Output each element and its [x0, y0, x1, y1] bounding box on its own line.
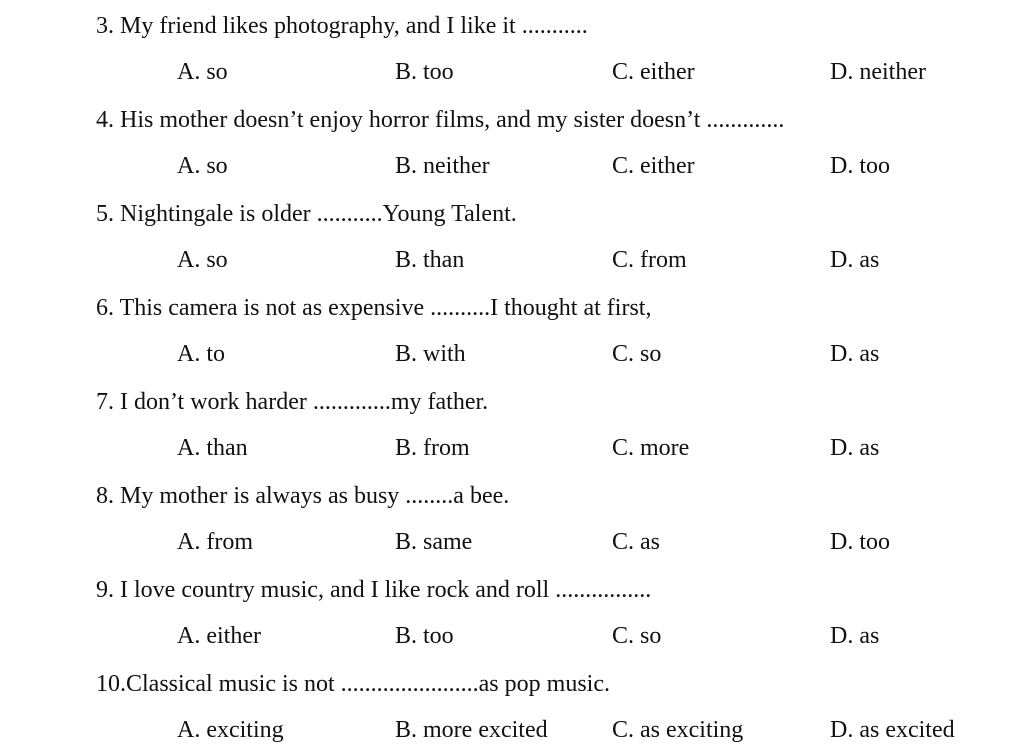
options-4: [0, 152, 1024, 182]
option-c: C. so: [612, 341, 662, 367]
options-7: [0, 434, 1024, 464]
question-4: 4. His mother doesn’t enjoy horror films, and my sister doesn’t .............: [96, 107, 785, 133]
option-d: D. as excited: [830, 717, 955, 743]
option-c: C. so: [612, 623, 662, 649]
option-c: C. more: [612, 435, 690, 461]
option-d: D. too: [830, 529, 890, 555]
question-9: 9. I love country music, and I like rock and roll ................: [96, 577, 652, 603]
option-d: D. neither: [830, 59, 926, 85]
option-d: D. as: [830, 247, 880, 273]
option-a: A. exciting: [177, 717, 284, 743]
option-c: C. from: [612, 247, 687, 273]
options-8: [0, 528, 1024, 558]
option-b: B. too: [395, 59, 454, 85]
question-3: 3. My friend likes photography, and I like it ...........: [96, 13, 588, 39]
question-5: 5. Nightingale is older ...........Young Talent.: [96, 201, 517, 227]
option-d: D. as: [830, 435, 880, 461]
option-c: C. either: [612, 59, 695, 85]
option-a: A. either: [177, 623, 261, 649]
option-d: D. as: [830, 623, 880, 649]
options-6: [0, 340, 1024, 370]
question-8: 8. My mother is always as busy ........a bee.: [96, 483, 510, 509]
option-b: B. from: [395, 435, 470, 461]
options-3: [0, 58, 1024, 88]
options-9: [0, 622, 1024, 652]
options-5: [0, 246, 1024, 276]
option-b: B. than: [395, 247, 465, 273]
question-6: 6. This camera is not as expensive ..........I thought at first,: [96, 295, 652, 321]
option-b: B. same: [395, 529, 473, 555]
option-b: B. too: [395, 623, 454, 649]
option-c: C. as: [612, 529, 660, 555]
option-a: A. from: [177, 529, 253, 555]
option-a: A. than: [177, 435, 248, 461]
option-a: A. to: [177, 341, 225, 367]
options-10: [0, 716, 1024, 746]
question-10: 10.Classical music is not .......................as pop music.: [96, 671, 610, 697]
option-a: A. so: [177, 247, 228, 273]
option-d: D. too: [830, 153, 890, 179]
option-a: A. so: [177, 59, 228, 85]
option-b: B. with: [395, 341, 466, 367]
option-b: B. more excited: [395, 717, 548, 743]
option-d: D. as: [830, 341, 880, 367]
option-b: B. neither: [395, 153, 490, 179]
option-c: C. either: [612, 153, 695, 179]
option-c: C. as exciting: [612, 717, 744, 743]
option-a: A. so: [177, 153, 228, 179]
question-7: 7. I don’t work harder .............my father.: [96, 389, 489, 415]
